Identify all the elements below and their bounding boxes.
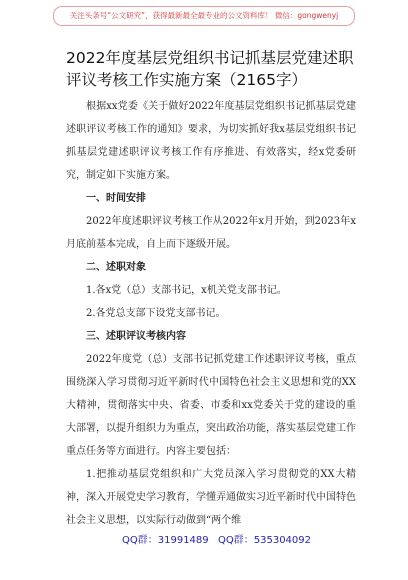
footer-qq-group-2: QQ群：535304092 [218,535,312,546]
schedule-paragraph: 2022年度述职评议考核工作从2022年x月开始，到2023年x月底前基本完成，自上而下逐级开展。 [66,216,356,250]
content-item-1: 1.把推动基层党组织和广大党员深入学习贯彻党的XX大精神，深入开展党史学习教育，学懂弄通做实习近平新时代中国特色社会主义思想，以实际行动做到“两个维 [66,469,356,526]
targets-item-1: 1.各x党（总）支部书记，x机关党支部书记。 [86,285,287,296]
content-paragraph: 2022年度党（总）支部书记抓党建工作述职评议考核，重点围绕深入学习贯彻习近平新时代中国特色社会主义思想和党的XX大精神，贯彻落实中央、省委、市委和xx党委关于党的建设的重大部署，以提升组织力为重点，突出政治功能，落实基层党建工作重点任务等方面进行。内容主要包括： [66,354,356,457]
intro-paragraph: 根据xx党委《关于做好2022年度基层党组织书记抓基层党建述职评议考核工作的通知》要求，为切实抓好我x基层党组织书记抓基层党建述职评议考核工作有序推进、有效落实，经x党委研究，制定如下实施方案。 [66,101,356,181]
targets-item-2: 2.各党总支部下设党支部书记。 [86,308,226,319]
footer-qq-group-1: QQ群：31991489 [122,535,209,546]
document-body [66,95,356,532]
section-heading-schedule: 一、时间安排 [86,193,146,204]
section-heading-content: 三、述职评议考核内容 [86,331,186,342]
header-banner: 关注头条号“公文研究”，获得最新最全最专业的公文资料库！ 微信：gongwenyj [53,6,355,26]
section-heading-targets: 二、述职对象 [86,262,146,273]
document-title: 2022年度基层党组织书记抓基层党建述职评议考核工作实施方案（2165字） [66,49,354,89]
